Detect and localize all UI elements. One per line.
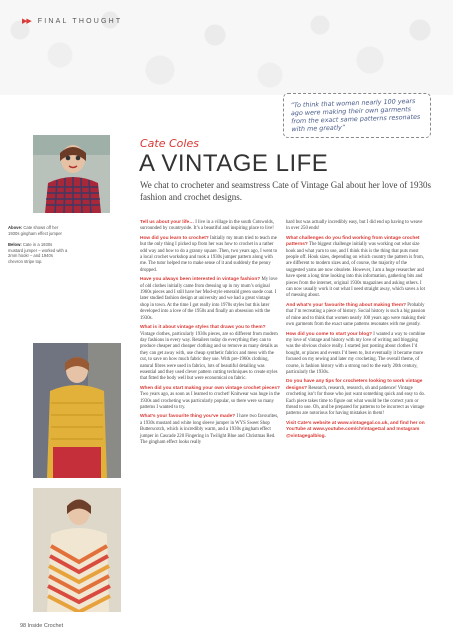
answer: I wanted a way to combine my love of vintage and history with my love of writing and blogging was the obvious choice really. I started just posting about clothes I’d bought, or places and events I’d been to, but eventually it became more focused on my sewing and later my crocheting. The overall theme, of course, is fashion history with a strong nod to the early 20th century, particularly the 1930s. (286, 331, 426, 375)
question: Tell us about your life… (140, 220, 195, 225)
article-author: Cate Coles (140, 137, 199, 150)
article-column-1 (140, 220, 280, 449)
caption-above (8, 225, 68, 236)
qa-paragraph (140, 220, 280, 233)
caption-above-text: Cate shows off her 1930s gingham effect jumper (8, 225, 62, 236)
question: Do you have any tips for crocheters looking to work vintage designs? (286, 379, 423, 391)
question: How did you learn to crochet? (140, 235, 209, 241)
caption-below-text: Cate in a 1930s mustard jumper – worked with a 2mm hook! – and 1940s chevron stripe top. (8, 242, 68, 264)
section-label: FINAL THOUGHT (37, 17, 123, 25)
qa-paragraph (286, 236, 426, 300)
pull-quote (283, 93, 431, 138)
qa-paragraph (286, 220, 426, 233)
website-text: Visit Cate’s website at www.vintagegal.co.uk, and find her on YouTube at www.youtube.com/c/VintageGal and Instagram @vintagegalblog. (286, 420, 425, 439)
pull-quote-text: “To think that women nearly 100 years ago were making their own garments from the exact same patterns resonates with me greatly” (290, 96, 421, 134)
answer: I have two favourites, a 1930s mustard and white long sleeve jumper in WYS Sweet Shop Butterscotch, which is incredibly warm, and a 1930s gingham effect jumper in Cascade 220 Fingering in Twilight Blue and Christmas Red. The gingham effect looks really (140, 414, 279, 445)
section-header (22, 17, 122, 25)
question: Have you always been interested in vintage fashion? (140, 277, 261, 283)
photo-mustard-jumper (33, 343, 121, 478)
qa-paragraph (286, 303, 426, 329)
publication-name: Inside Crochet (27, 623, 64, 629)
answer: Research, research, research, oh and patience! Vintage crocheting isn’t for those who just want something quick and easy to do. Each piece takes time to figure out what would be the correct yarn or thread to use. Oh, and be prepared for patterns to be incorrect as vintage patterns are notorious for having mistakes in them! (286, 385, 426, 417)
caption-below-label: Below: (8, 242, 22, 247)
qa-paragraph (140, 277, 280, 322)
question: And what’s your favourite thing about making them? (286, 302, 407, 308)
answer: I live in a village in the south Cotswolds, surrounded by countryside. It’s a beautiful and inspiring place to live! (140, 220, 274, 232)
article-standfirst: We chat to crocheter and seamstress Cate of Vintage Gal about her love of 1930s fashion and crochet designs. (140, 180, 431, 202)
article-title: A VINTAGE LIFE (139, 150, 329, 177)
question: What challenges do you find working from vintage crochet patterns? (286, 235, 420, 248)
answer: My love of old clothes initially came from dressing up in my mum’s original 1960s pieces and I still have her Mod-style emerald green suede coat. I later studied fashion design at university and we had a great vintage shop in town. At the time I got really into 1970s styles but this later developed into a love of the 1950s and finally an obsession with the 1930s. (140, 277, 278, 321)
qa-paragraph (140, 236, 280, 274)
answer: hard but was actually incredibly easy, but I did end up having to weave in over 250 ends! (286, 220, 423, 232)
qa-paragraph (286, 379, 426, 417)
question: When did you start making your own vintage crochet pieces? (140, 385, 280, 391)
qa-paragraph (140, 414, 280, 446)
qa-paragraph (140, 325, 280, 383)
page-number: 98 (20, 623, 27, 629)
caption-above-label: Above: (8, 225, 23, 230)
question: How did you come to start your blog? (286, 331, 373, 337)
photo-chevron-top (33, 488, 121, 612)
answer: Vintage clothes, particularly 1930s pieces, are so different from modern day fashions in every way. Retailers today do everything they can to produce cheaper and cheaper clothing and so remove as many details as they can get away with, use cheap synthetic fabrics and mess with the cut, to save on how much fabric they use. With pre-1960s clothing, natural fibres were used in fabrics, lots of beautiful detailing was essential and they used clever pattern cutting techniques to create styles that fitted the body well but were economical on fabric. (140, 331, 278, 382)
photo-gingham-jumper (33, 135, 110, 213)
question: What’s your favourite thing you’ve made? (140, 414, 236, 420)
answer: The biggest challenge initially was working out what size hook and what yarn to use, and I think this is the thing that puts most people off. Hook sizes, depending on which country the pattern is from, are different to modern sizes and, of course, the majority of the suggested yarns are now obsolete. However, I am a huge researcher and have spent a long time looking into this information, gathering bits and pieces from the internet, original 1930s magazines and asking others. I can now usually work it out what I need straight away, which saves a lot of messing about. (286, 242, 425, 299)
double-arrow-icon: ▶▶ (22, 17, 31, 25)
answer: Initially my mum tried to teach me but the only thing I picked up from her was how to crochet in a rather odd way and how to do a granny square. Then, two years ago, I went to a local crochet workshop and took a 1930s jumper pattern along with me. The tutor helped me to make sense of it and suddenly the penny dropped. (140, 235, 278, 273)
caption-below (8, 242, 68, 264)
decorative-header-pattern (0, 0, 453, 95)
website-info (286, 421, 426, 440)
question: What is it about vintage styles that draws you to them? (140, 325, 266, 331)
page-footer (20, 623, 63, 629)
article-column-2 (286, 220, 426, 443)
qa-paragraph (140, 386, 280, 412)
answer: Probably that I’m recreating a piece of history. Social history is such a big passion of mine and to think that women nearly 100 years ago were making their own garments from the exact same patterns resonates with me greatly. (286, 302, 426, 328)
qa-paragraph (286, 332, 426, 377)
answer: Two years ago, as soon as I learned to crochet! Knitwear was huge in the 1930s and crocheting was particularly popular, so there were so many patterns I wanted to try. (140, 392, 280, 410)
